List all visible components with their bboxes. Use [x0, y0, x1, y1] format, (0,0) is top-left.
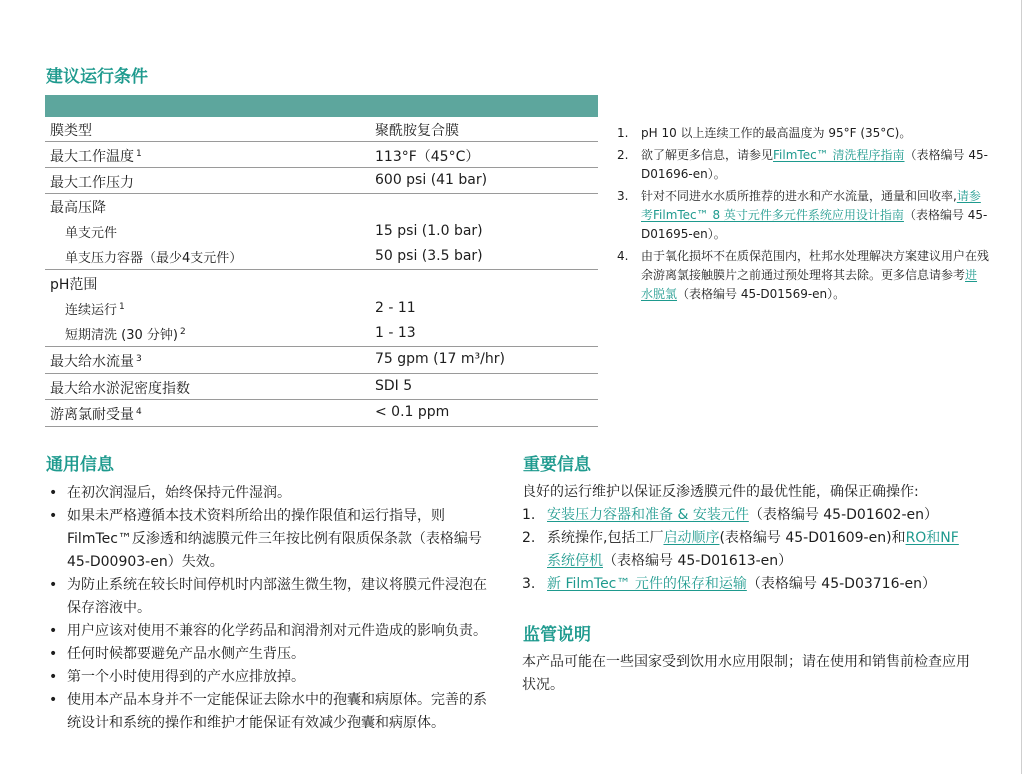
footnote-text: （表格编号 45-D01695-en）。 [641, 208, 988, 241]
table-row [45, 374, 598, 400]
footnote-text: 针对不同进水水质所推荐的进水和产水流量，通量和回收率, [641, 189, 957, 203]
table-row [45, 168, 598, 194]
table-header-bar [45, 95, 598, 117]
list-item [522, 573, 962, 596]
footnote-text: 欲了解更多信息，请参见 [641, 148, 774, 162]
footnotes-list [617, 124, 989, 307]
row-value: 75 gpm (17 m³/hr) [375, 351, 505, 367]
sub-row-value: 1 - 13 [375, 325, 416, 341]
item-number: 1. [522, 507, 536, 523]
cleaning-guide-link[interactable]: FilmTec™ 清洗程序指南 [773, 148, 905, 162]
footnote-text: pH 10 以上连续工作的最高温度为 95°F (35°C)。 [641, 126, 912, 140]
item-text: （表格编号 45-D01613-en） [603, 553, 793, 569]
table-row [45, 347, 598, 374]
important-intro: 良好的运行维护以保证反渗透膜元件的最优性能，确保正确操作: [522, 484, 919, 500]
row-label: 游离氯耐受量 [50, 407, 134, 423]
footnote-number: 3. [617, 189, 629, 203]
dechlorination-link[interactable]: 进水脱氯 [641, 268, 978, 301]
row-value: 聚酰胺复合膜 [375, 123, 459, 139]
list-item: • 如果未严格遵循本技术资料所给出的操作限值和运行指导，则 FilmTec™反渗透和纳滤膜元件三年按比例有限质保条款（表格编号45-D00903-en）失效。 [47, 505, 497, 574]
item-number: 3. [522, 576, 536, 592]
system-design-guide-link[interactable]: 请参考FilmTec™ 8 英寸元件多元件系统应用设计指南 [641, 189, 981, 222]
list-item: • 第一个小时使用得到的产水应排放掉。 [47, 666, 497, 689]
section-title-operating-conditions: 建议运行条件 [46, 67, 148, 87]
footnote-number: 2. [617, 148, 629, 162]
row-label: 最高压降 [50, 200, 106, 216]
page-edge [1021, 0, 1022, 774]
row-label: 膜类型 [50, 123, 92, 139]
row-label: 最大给水流量 [50, 354, 134, 370]
item-text: （表格编号 45-D01602-en） [748, 507, 938, 523]
item-text: （表格编号 45-D03716-en） [746, 576, 937, 592]
footnote-ref: 2 [179, 327, 186, 337]
footnote-ref: 3 [136, 354, 142, 364]
footnote-item [617, 146, 989, 184]
footnote-item [617, 187, 989, 244]
section-title-general-info: 通用信息 [46, 455, 114, 475]
row-value: < 0.1 ppm [375, 404, 450, 420]
row-label: pH范围 [50, 277, 98, 293]
important-info-list [522, 504, 962, 596]
sub-row-label: 单支元件 [65, 226, 118, 241]
footnote-text: 由于氧化损坏不在质保范围内，杜邦水处理解决方案建议用户在残余游离氯接触膜片之前通过预处理将其去除。更多信息请参考 [641, 249, 990, 282]
list-item: • 在初次润湿后，始终保持元件湿润。 [47, 482, 497, 505]
sub-row-label: 短期清洗 (30 分钟) [65, 328, 178, 343]
operating-conditions-table [45, 95, 598, 427]
row-value: 600 psi (41 bar) [375, 172, 488, 188]
row-label: 最大工作压力 [50, 175, 134, 191]
footnote-ref: 1 [119, 302, 125, 312]
section-title-regulatory: 监管说明 [523, 625, 591, 645]
item-number: 2. [522, 530, 536, 546]
sub-row-label: 单支压力容器（最少4支元件） [65, 251, 243, 266]
table-row [45, 142, 598, 168]
footnote-number: 1. [617, 126, 629, 140]
system-shutdown-link[interactable]: RO和NF系统停机 [547, 530, 959, 569]
row-value: SDI 5 [375, 378, 413, 394]
footnote-ref: 1 [136, 149, 142, 159]
row-label: 最大工作温度 [50, 149, 134, 165]
sub-row-label: 连续运行 [65, 303, 118, 318]
list-item [522, 527, 962, 573]
table-row [45, 117, 598, 142]
footnote-item [617, 247, 989, 304]
footnote-text: （表格编号 45-D01696-en）。 [641, 148, 988, 181]
table-row [45, 400, 598, 427]
storage-shipping-link[interactable]: 新 FilmTec™ 元件的保存和运输 [547, 576, 747, 592]
footnote-item [617, 124, 989, 143]
section-title-important-info: 重要信息 [523, 455, 591, 475]
list-item [522, 504, 962, 527]
table-row-group [45, 270, 598, 347]
footnote-ref: 4 [136, 407, 142, 417]
list-item: • 任何时候都要避免产品水侧产生背压。 [47, 643, 497, 666]
footnote-number: 4. [617, 249, 629, 263]
list-item: • 为防止系统在较长时间停机时内部滋生微生物，建议将膜元件浸泡在保存溶液中。 [47, 574, 497, 620]
row-value: 113°F（45°C） [375, 149, 480, 165]
regulatory-text: 本产品可能在一些国家受到饮用水应用限制；请在使用和销售前检查应用状况。 [522, 654, 970, 693]
item-text: (表格编号 45-D01609-en)和 [719, 530, 906, 546]
row-label: 最大给水淤泥密度指数 [50, 381, 190, 397]
table-row-group [45, 194, 598, 270]
sub-row-value: 15 psi (1.0 bar) [375, 223, 483, 239]
footnote-text: （表格编号 45-D01569-en）。 [677, 287, 846, 301]
item-text: 系统操作,包括工厂 [547, 530, 664, 546]
sub-row-value: 2 - 11 [375, 300, 416, 316]
install-vessels-link[interactable]: 安装压力容器和准备 & 安装元件 [547, 507, 749, 523]
startup-sequence-link[interactable]: 启动顺序 [663, 530, 720, 546]
sub-row-value: 50 psi (3.5 bar) [375, 248, 483, 264]
list-item: • 使用本产品本身并不一定能保证去除水中的孢囊和病原体。完善的系统设计和系统的操作和维护才能保证有效减少孢囊和病原体。 [47, 689, 497, 735]
list-item: • 用户应该对使用不兼容的化学药品和润滑剂对元件造成的影响负责。 [47, 620, 497, 643]
general-info-list [47, 482, 497, 735]
